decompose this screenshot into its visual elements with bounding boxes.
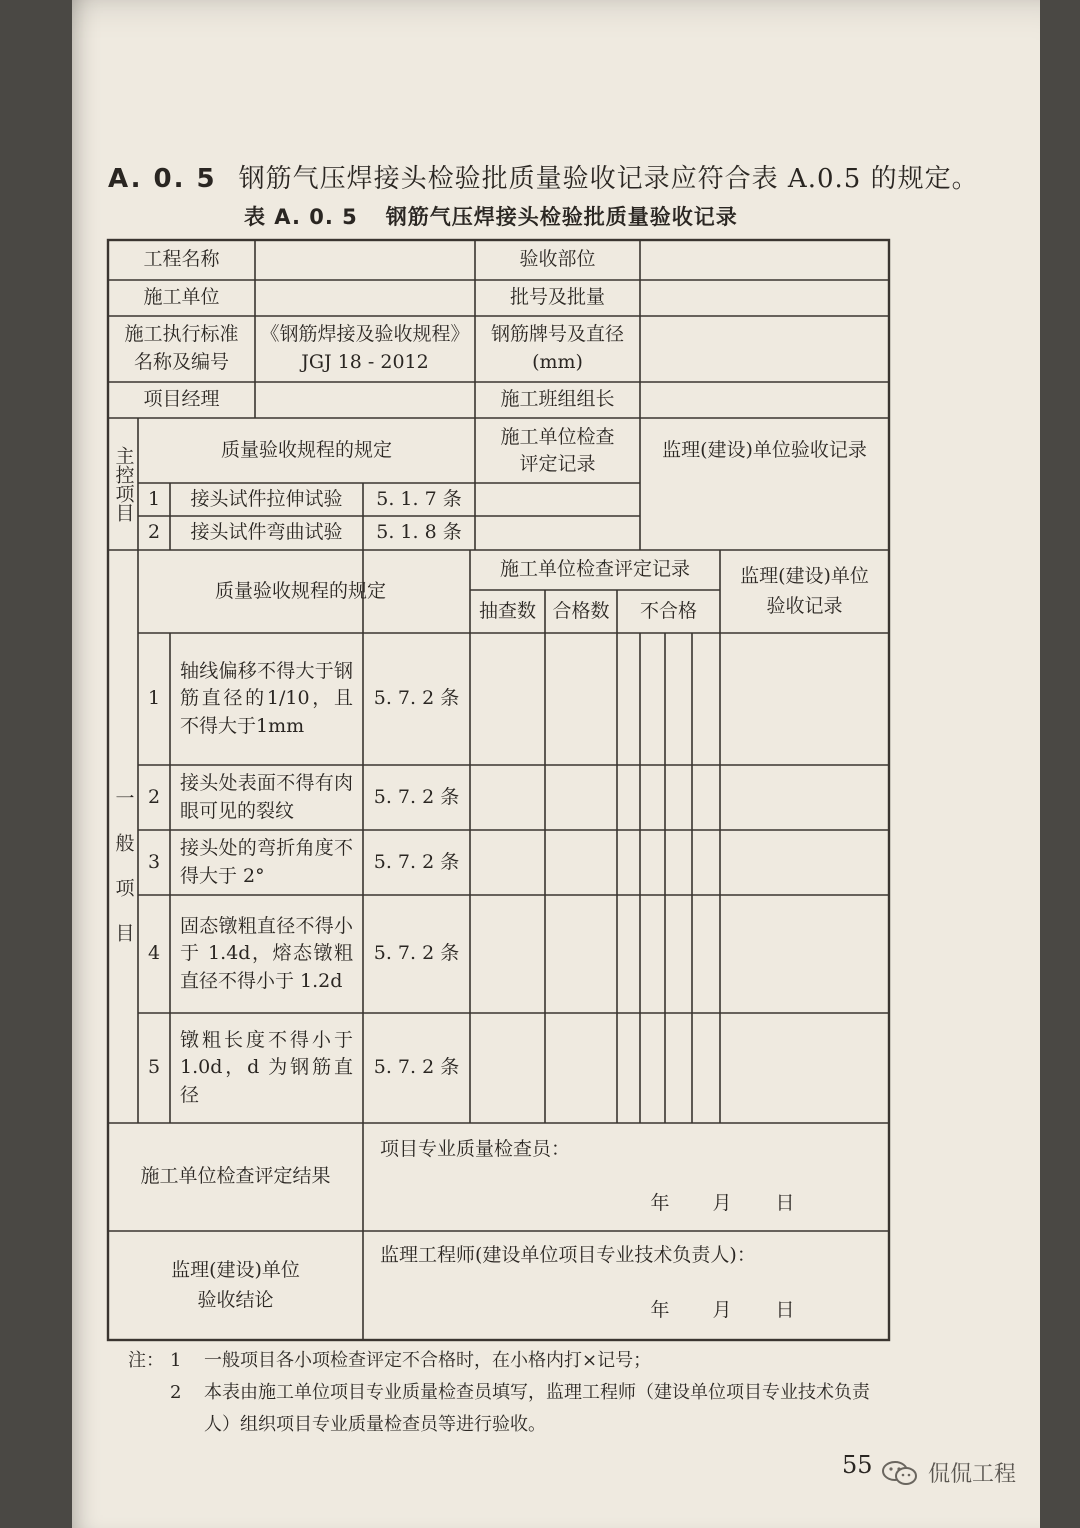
main-item-desc: 接头试件弯曲试验 bbox=[190, 521, 343, 544]
label-team-leader: 施工班组组长 bbox=[500, 388, 615, 411]
main-item-desc: 接头试件拉伸试验 bbox=[190, 487, 343, 510]
general-supervisor-record-line2: 验收记录 bbox=[766, 594, 843, 617]
label-contractor-result: 施工单位检查评定结果 bbox=[140, 1165, 331, 1188]
notes-prefix: 注： bbox=[128, 1350, 164, 1371]
wechat-icon bbox=[880, 1460, 920, 1486]
col-pass-count: 合格数 bbox=[552, 599, 610, 622]
general-item-desc: 固态镦粗直径不得小于 1.4d，熔态镦粗直径不得小于 1.2d bbox=[180, 914, 353, 992]
general-item-no: 5 bbox=[147, 1056, 161, 1079]
label-inspector: 项目专业质量检查员： bbox=[380, 1138, 571, 1161]
general-item-clause: 5. 7. 2 条 bbox=[373, 850, 460, 873]
watermark-text: 侃侃工程 bbox=[928, 1462, 1017, 1487]
label-project-manager: 项目经理 bbox=[143, 388, 220, 411]
general-supervisor-record-line1: 监理(建设)单位 bbox=[740, 565, 869, 588]
main-contractor-check-line1: 施工单位检查 bbox=[500, 425, 615, 448]
general-label: 一般项目 bbox=[112, 788, 135, 968]
clause-text: 钢筋气压焊接头检验批质量验收记录应符合表 A.0.5 的规定。 bbox=[238, 164, 979, 194]
label-project-name: 工程名称 bbox=[143, 248, 220, 271]
general-item-desc: 接头处的弯折角度不得大于 2° bbox=[180, 836, 353, 887]
date-day: 日 bbox=[775, 1192, 795, 1215]
note-text: 一般项目各小项检查评定不合格时，在小格内打×记号； bbox=[204, 1350, 652, 1371]
general-item-clause: 5. 7. 2 条 bbox=[373, 687, 460, 710]
table-caption-title: 钢筋气压焊接头检验批质量验收记录 bbox=[385, 205, 738, 229]
main-item-clause: 5. 1. 8 条 bbox=[376, 521, 462, 544]
main-contractor-check-header bbox=[475, 418, 640, 483]
general-rule-header: 质量验收规程的规定 bbox=[214, 579, 386, 602]
clause-number: A. 0. 5 bbox=[108, 164, 217, 194]
label-batch-no: 批号及批量 bbox=[509, 286, 605, 309]
general-contractor-check-header: 施工单位检查评定记录 bbox=[499, 558, 690, 581]
value-standard-line1: 《钢筋焊接及验收规程》 bbox=[260, 323, 470, 346]
date-year: 年 bbox=[650, 1299, 670, 1322]
label-supervisor-conclusion bbox=[108, 1231, 363, 1340]
general-item-clause: 5. 7. 2 条 bbox=[373, 785, 460, 808]
main-rule-header: 质量验收规程的规定 bbox=[220, 438, 392, 461]
general-item-desc: 接头处表面不得有肉眼可见的裂纹 bbox=[180, 771, 353, 822]
label-acceptance-part: 验收部位 bbox=[519, 248, 596, 271]
general-supervisor-record-header bbox=[720, 550, 889, 633]
general-item-no: 4 bbox=[147, 942, 161, 965]
label-standard-line1: 施工执行标准 bbox=[124, 323, 239, 346]
main-item-no: 2 bbox=[147, 521, 161, 544]
label-standard-line2: 名称及编号 bbox=[133, 351, 229, 373]
note-text: 本表由施工单位项目专业质量检查员填写，监理工程师（建设单位项目专业技术负责人）组织项目专业质量检查员等进行验收。 bbox=[204, 1382, 870, 1435]
col-sample-count: 抽查数 bbox=[478, 599, 536, 622]
label-engineer: 监理工程师(建设单位项目专业技术负责人)： bbox=[380, 1244, 756, 1267]
general-item-no: 2 bbox=[147, 785, 161, 808]
label-standard bbox=[108, 316, 255, 382]
label-rebar-grade-line1: 钢筋牌号及直径 bbox=[490, 323, 624, 346]
value-standard bbox=[255, 316, 475, 382]
note-number: 1 bbox=[170, 1350, 182, 1371]
label-rebar-grade bbox=[475, 316, 640, 382]
page-number: 55 bbox=[842, 1451, 873, 1479]
label-supervisor-conclusion-line2: 验收结论 bbox=[197, 1288, 274, 1311]
date-month: 月 bbox=[712, 1299, 732, 1322]
date-year: 年 bbox=[650, 1192, 670, 1215]
main-item-no: 1 bbox=[147, 487, 161, 510]
main-control-label: 主控项目 bbox=[112, 446, 135, 522]
general-item-no: 1 bbox=[147, 687, 161, 710]
note-number: 2 bbox=[170, 1382, 182, 1403]
general-item-clause: 5. 7. 2 条 bbox=[373, 1056, 460, 1079]
date-day: 日 bbox=[775, 1299, 795, 1322]
main-supervisor-record-header: 监理(建设)单位验收记录 bbox=[662, 438, 867, 461]
general-item-desc: 轴线偏移不得大于钢筋直径的1/10，且不得大于1mm bbox=[180, 659, 353, 737]
col-fail: 不合格 bbox=[639, 599, 697, 622]
label-rebar-grade-line2: (mm) bbox=[532, 351, 583, 373]
date-month: 月 bbox=[712, 1192, 732, 1215]
general-item-clause: 5. 7. 2 条 bbox=[373, 942, 460, 965]
general-item-no: 3 bbox=[147, 850, 161, 873]
label-supervisor-conclusion-line1: 监理(建设)单位 bbox=[171, 1259, 300, 1282]
table-caption-label: 表 A. 0. 5 bbox=[244, 205, 358, 229]
main-contractor-check-line2: 评定记录 bbox=[519, 452, 596, 475]
general-item-desc: 镦粗长度不得小于 1.0d，d 为钢筋直径 bbox=[180, 1028, 353, 1106]
watermark bbox=[880, 1457, 1016, 1488]
value-standard-line2: JGJ 18 - 2012 bbox=[301, 351, 429, 373]
label-contractor: 施工单位 bbox=[143, 286, 220, 309]
main-item-clause: 5. 1. 7 条 bbox=[376, 487, 462, 510]
